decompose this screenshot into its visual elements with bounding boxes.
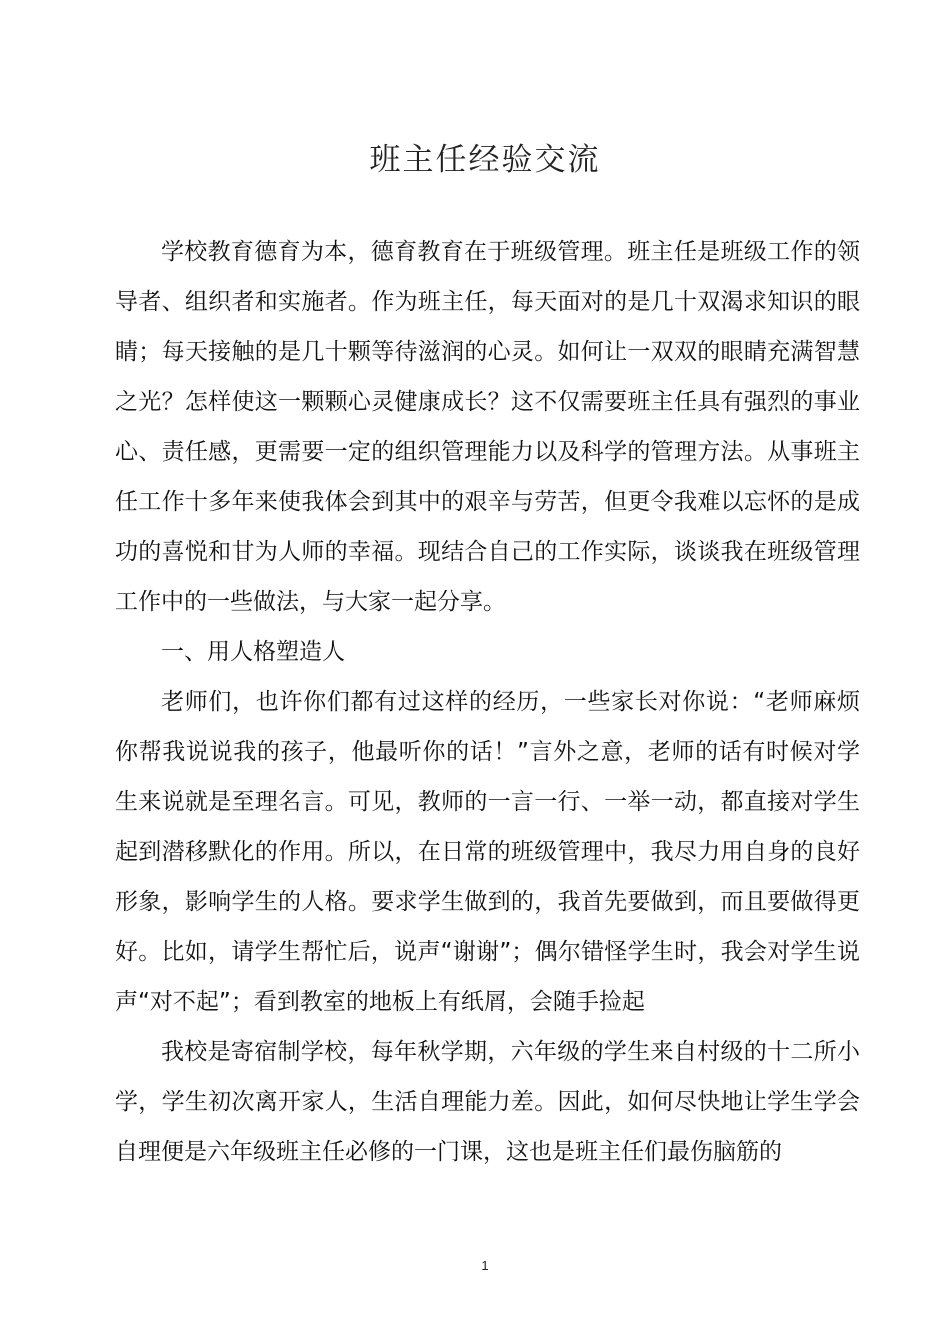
document-body	[115, 227, 860, 1177]
paragraph-boarding-school: 我校是寄宿制学校，每年秋学期，六年级的学生来自村级的十二所小学，学生初次离开家人，生活自理能力差。因此，如何尽快地让学生学会自理便是六年级班主任必修的一门课，这也是班主任们最伤脑筋的	[115, 1039, 860, 1165]
paragraph-personality: 老师们，也许你们都有过这样的经历，一些家长对你说：“老师麻烦你帮我说说我的孩子，他最听你的话！”言外之意，老师的话有时候对学生来说就是至理名言。可见，教师的一言一行、一举一动，都直接对学生起到潜移默化的作用。所以，在日常的班级管理中，我尽力用自身的良好形象，影响学生的人格。要求学生做到的，我首先要做到，而且要做得更好。比如，请学生帮忙后，说声“谢谢”；偶尔错怪学生时，我会对学生说声“对不起”；看到教室的地板上有纸屑，会随手捡起	[115, 689, 860, 1015]
document-title: 班主任经验交流	[369, 142, 601, 178]
paragraph-intro: 学校教育德育为本，德育教育在于班级管理。班主任是班级工作的领导者、组织者和实施者。作为班主任，每天面对的是几十双渴求知识的眼睛；每天接触的是几十颗等待滋润的心灵。如何让一双双的眼睛充满智慧之光？怎样使这一颗颗心灵健康成长？这不仅需要班主任具有强烈的事业心、责任感，更需要一定的组织管理能力以及科学的管理方法。从事班主任工作十多年来使我体会到其中的艰辛与劳苦，但更令我难以忘怀的是成功的喜悦和甘为人师的幸福。现结合自己的工作实际，谈谈我在班级管理工作中的一些做法，与大家一起分享。	[115, 239, 860, 615]
page-number: 1	[481, 1258, 489, 1273]
section-heading: 一、用人格塑造人	[161, 639, 345, 665]
